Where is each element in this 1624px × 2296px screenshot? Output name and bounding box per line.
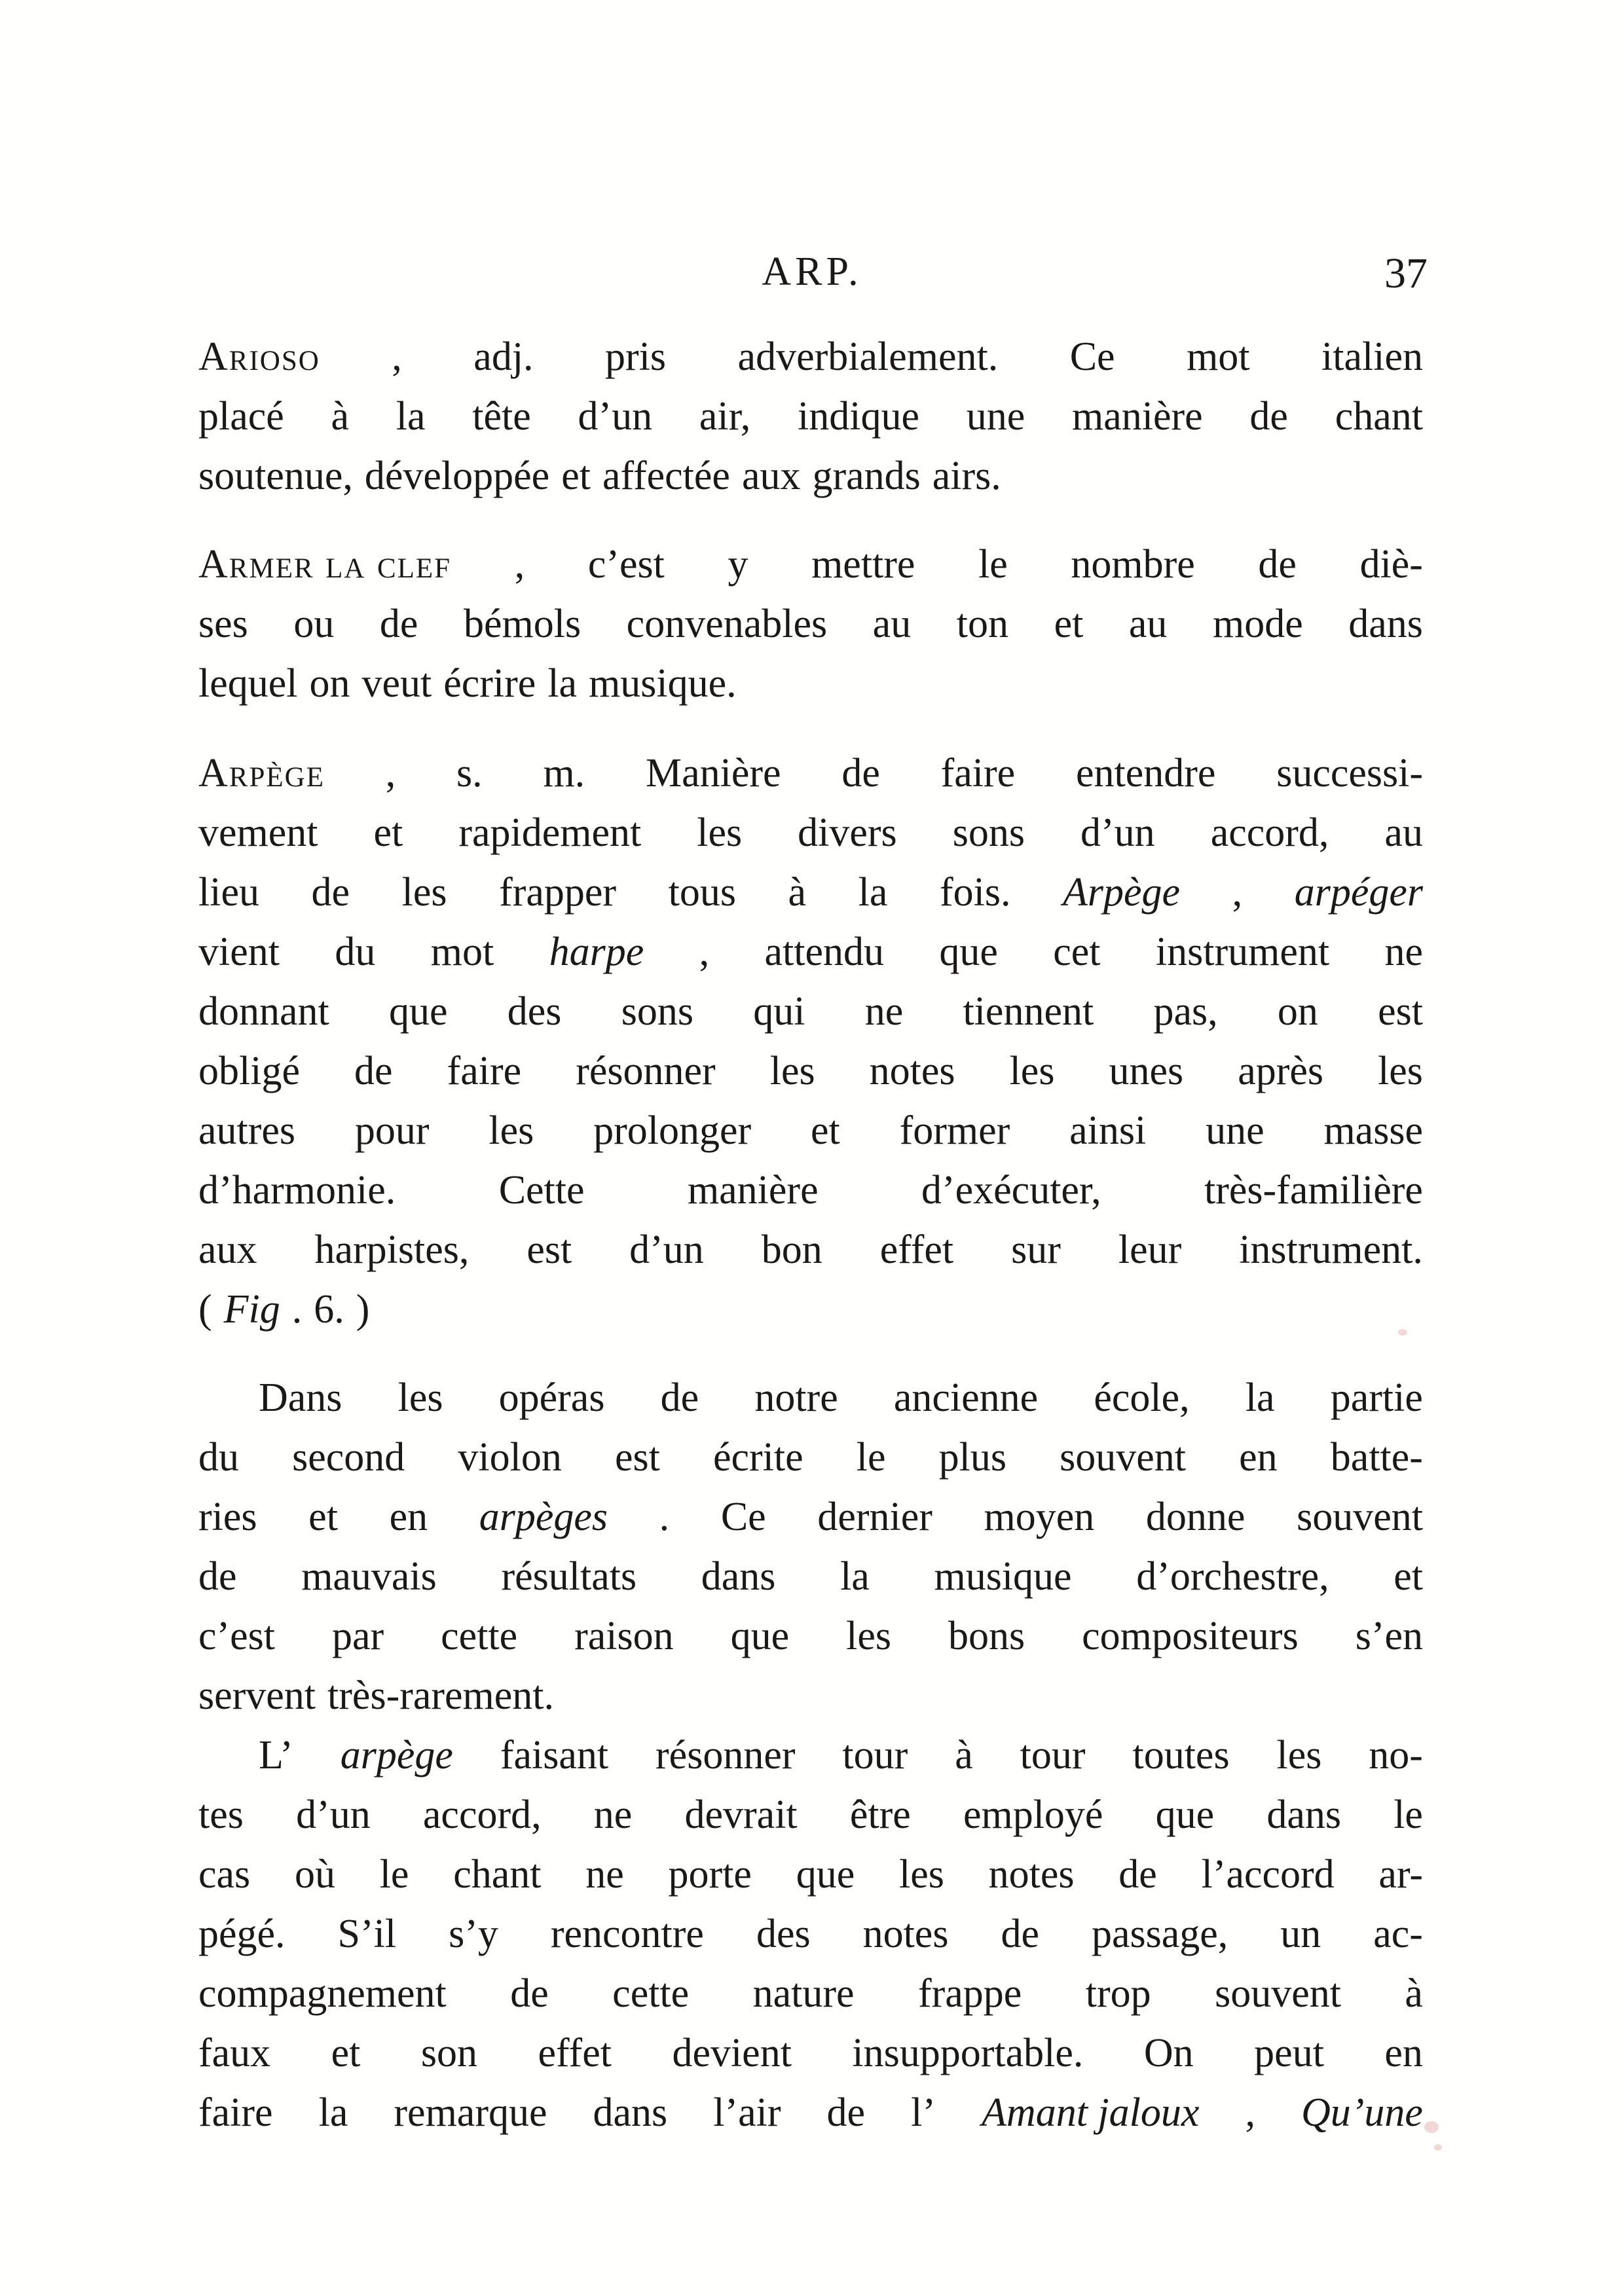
word: les	[697, 811, 743, 855]
word: divers	[798, 811, 897, 855]
word: vient	[198, 930, 280, 974]
page-number: 37	[1384, 249, 1428, 297]
word: adj.	[473, 335, 534, 379]
word: résultats	[501, 1554, 637, 1599]
text-line	[198, 1845, 1423, 1904]
word: ne	[864, 989, 904, 1034]
word: de	[826, 2090, 866, 2135]
word: notes	[862, 1912, 949, 1956]
entry-arioso	[198, 327, 1423, 506]
running-head	[196, 249, 1428, 308]
word: diè-	[1359, 542, 1423, 587]
word: batte-	[1330, 1435, 1423, 1480]
word: que	[389, 989, 448, 1034]
word: fois.	[939, 870, 1011, 915]
word: est	[615, 1435, 660, 1480]
word: accord,	[422, 1793, 542, 1837]
word: et	[561, 454, 591, 498]
word: effet	[538, 2031, 612, 2075]
word: de	[510, 1971, 549, 2016]
word: la	[1245, 1376, 1275, 1420]
word: d’un	[578, 394, 653, 439]
word: d’un	[296, 1793, 371, 1837]
word: placé	[198, 394, 284, 439]
word: dans	[1266, 1793, 1342, 1837]
word: les	[1378, 1049, 1423, 1093]
word: dans	[701, 1554, 776, 1599]
entry-arpege-operas	[198, 1368, 1423, 1726]
word: sons	[621, 989, 693, 1034]
word: attendu	[764, 930, 884, 974]
word: tête	[472, 394, 531, 439]
word: ,	[1245, 2090, 1255, 2135]
word: insupportable.	[852, 2031, 1084, 2075]
italic-term: arpège	[340, 1733, 453, 1777]
word: dernier	[817, 1495, 932, 1539]
word: la	[858, 870, 888, 915]
word: employé	[963, 1793, 1103, 1837]
word: faux	[198, 2031, 271, 2075]
word: chant	[453, 1852, 542, 1897]
word: bémols	[464, 602, 581, 646]
word: à	[331, 394, 350, 439]
word: et	[1054, 602, 1084, 646]
word: peut	[1254, 2031, 1324, 2075]
word: aux	[198, 1228, 257, 1272]
word: en	[1239, 1435, 1278, 1480]
word: que	[730, 1614, 790, 1658]
text-line	[198, 1042, 1423, 1101]
word: ,	[699, 930, 710, 974]
word: passage,	[1091, 1912, 1228, 1956]
word: veut	[361, 661, 432, 706]
word: )	[356, 1287, 370, 1332]
word: dans	[593, 2090, 668, 2135]
word: à	[788, 870, 807, 915]
word: s’en	[1355, 1614, 1423, 1658]
text-line	[198, 2083, 1423, 2143]
word: ne	[1384, 930, 1423, 974]
word: harpistes,	[314, 1228, 470, 1272]
word: un	[1280, 1912, 1321, 1956]
word: successi-	[1276, 751, 1423, 795]
text-line	[198, 1428, 1423, 1487]
text-line	[198, 1964, 1423, 2024]
word: donnant	[198, 989, 329, 1034]
word: souvent	[1215, 1971, 1341, 2016]
italic-term: Arpège	[1063, 870, 1181, 915]
word: opéras	[498, 1376, 605, 1420]
entry-armer-la-clef	[198, 535, 1423, 714]
word: sur	[1011, 1228, 1061, 1272]
word: résonner	[655, 1733, 796, 1777]
word: que	[939, 930, 998, 974]
word: en	[1384, 2031, 1423, 2075]
word: italien	[1321, 335, 1423, 379]
word: cette	[612, 1971, 690, 2016]
word: ,	[392, 335, 402, 379]
word: s.	[456, 751, 483, 795]
word: les	[397, 1376, 443, 1420]
entry-headword: Arpège	[198, 751, 325, 795]
word: no-	[1369, 1733, 1423, 1777]
word: frappe	[917, 1971, 1022, 2016]
word: Ce	[1069, 335, 1115, 379]
word: de	[841, 751, 880, 795]
text-line	[198, 922, 1423, 982]
text-line	[198, 1220, 1423, 1280]
word: du	[335, 930, 376, 974]
word: ac-	[1373, 1912, 1423, 1956]
word: tour	[842, 1733, 908, 1777]
word: ,	[514, 542, 525, 587]
text-line	[198, 982, 1423, 1042]
word: donne	[1145, 1495, 1246, 1539]
word: rapidement	[458, 811, 642, 855]
word: L’	[259, 1733, 293, 1777]
word: affectée	[602, 454, 730, 498]
word: m.	[543, 751, 585, 795]
text-line	[198, 1161, 1423, 1220]
word: souvent	[1297, 1495, 1423, 1539]
word: ses	[198, 602, 248, 646]
word: ries	[198, 1495, 257, 1539]
word: qui	[753, 989, 805, 1034]
word: devient	[672, 2031, 792, 2075]
word: l’air	[713, 2090, 781, 2135]
word: souvent	[1060, 1435, 1187, 1480]
word: (	[198, 1287, 212, 1332]
word: on	[1277, 989, 1318, 1034]
word: écrite	[713, 1435, 803, 1480]
word: on	[309, 661, 350, 706]
word: mot	[430, 930, 494, 974]
word: écrire	[443, 661, 536, 706]
word: la	[318, 2090, 348, 2135]
word: ou	[293, 602, 335, 646]
word: d’exécuter,	[921, 1168, 1101, 1212]
text-line	[198, 803, 1423, 863]
word: les	[846, 1614, 892, 1658]
word: est	[1378, 989, 1423, 1034]
text-line	[198, 1726, 1423, 1785]
word: le	[856, 1435, 886, 1480]
word: lieu	[198, 870, 259, 915]
word: d’harmonie.	[198, 1168, 396, 1212]
word: soutenue,	[198, 454, 353, 498]
paper-stain	[1424, 2121, 1439, 2133]
word: très-familière	[1204, 1168, 1423, 1212]
word: compagnement	[198, 1971, 447, 2016]
entry-arpege-accord	[198, 1726, 1423, 2143]
word: ar-	[1378, 1852, 1423, 1897]
word: vement	[198, 811, 318, 855]
word: partie	[1330, 1376, 1423, 1420]
word: Ce	[720, 1495, 766, 1539]
word: autres	[198, 1108, 296, 1153]
word: ainsi	[1069, 1108, 1147, 1153]
word: grands	[812, 454, 921, 498]
word: les	[769, 1049, 815, 1093]
word: devrait	[684, 1793, 798, 1837]
word: tour	[1020, 1733, 1086, 1777]
word: convenables	[626, 602, 828, 646]
italic-term: Qu’une	[1301, 2090, 1423, 2135]
word: entendre	[1075, 751, 1216, 795]
word: que	[796, 1852, 855, 1897]
word: cet	[1053, 930, 1101, 974]
word: les	[489, 1108, 534, 1153]
word: sons	[952, 811, 1025, 855]
word: au	[872, 602, 912, 646]
word: c’est	[587, 542, 665, 587]
word: résonner	[576, 1049, 716, 1093]
word: On	[1143, 2031, 1194, 2075]
word: faire	[940, 751, 1016, 795]
word: les	[1276, 1733, 1322, 1777]
text-line	[198, 2024, 1423, 2083]
word: pas,	[1153, 989, 1218, 1034]
word: effet	[879, 1228, 954, 1272]
word: au	[1384, 811, 1423, 855]
word: frapper	[499, 870, 617, 915]
word: servent	[198, 1673, 316, 1718]
word: accord,	[1210, 811, 1329, 855]
word: trop	[1085, 1971, 1151, 2016]
word: former	[899, 1108, 1010, 1153]
word: en	[389, 1495, 428, 1539]
text-line	[198, 387, 1423, 446]
word: compositeurs	[1082, 1614, 1299, 1658]
word: notes	[869, 1049, 955, 1093]
entry-headword: Arioso	[198, 335, 320, 379]
word: de	[379, 602, 418, 646]
word: obligé	[198, 1049, 300, 1093]
word: musique	[934, 1554, 1072, 1599]
word: à	[1405, 1971, 1423, 2016]
word: les	[401, 870, 447, 915]
word: nombre	[1071, 542, 1195, 587]
paper-stain	[1434, 2144, 1442, 2151]
word: lequel	[198, 661, 298, 706]
word: ,	[1232, 870, 1243, 915]
word: mauvais	[301, 1554, 437, 1599]
word: ancienne	[893, 1376, 1039, 1420]
word: est	[526, 1228, 572, 1272]
word: unes	[1109, 1049, 1184, 1093]
running-head-title: ARP.	[762, 249, 862, 294]
word: à	[955, 1733, 973, 1777]
text-line	[198, 654, 1423, 714]
word: bons	[948, 1614, 1025, 1658]
word: de	[311, 870, 350, 915]
word: et	[811, 1108, 840, 1153]
word: plus	[938, 1435, 1007, 1480]
word: et	[1393, 1554, 1423, 1599]
word: d’un	[629, 1228, 704, 1272]
word: s’y	[449, 1912, 498, 1956]
word: masse	[1323, 1108, 1423, 1153]
text-line	[198, 1666, 1423, 1726]
text-line	[198, 744, 1423, 803]
word: une	[966, 394, 1025, 439]
word: pris	[605, 335, 667, 379]
word: rencontre	[550, 1912, 704, 1956]
italic-term: arpéger	[1294, 870, 1423, 915]
word: musique.	[589, 661, 737, 706]
word: leur	[1118, 1228, 1182, 1272]
text-line	[198, 1487, 1423, 1547]
word: de	[1249, 394, 1288, 439]
word: .	[291, 1287, 303, 1332]
word: instrument.	[1239, 1228, 1423, 1272]
word: c’est	[198, 1614, 276, 1658]
word: pégé.	[198, 1912, 286, 1956]
word: développée	[364, 454, 550, 498]
word: le	[379, 1852, 409, 1897]
word: S’il	[337, 1912, 397, 1956]
word: adverbialement.	[737, 335, 999, 379]
word: ne	[593, 1793, 633, 1837]
word: indique	[798, 394, 920, 439]
text-line	[198, 1547, 1423, 1607]
entry-headword: Armer la clef	[198, 542, 452, 587]
word: du	[198, 1435, 239, 1480]
word: aux	[741, 454, 801, 498]
word: mode	[1212, 602, 1303, 646]
italic-term: Amant jaloux	[982, 2090, 1200, 2135]
text-line	[198, 594, 1423, 654]
word: ,	[385, 751, 396, 795]
word: mettre	[811, 542, 915, 587]
word: la	[840, 1554, 870, 1599]
word: les	[899, 1852, 944, 1897]
word: raison	[574, 1614, 674, 1658]
word: airs.	[932, 454, 1001, 498]
text-line	[198, 863, 1423, 922]
word: que	[1155, 1793, 1215, 1837]
word: l’accord	[1201, 1852, 1335, 1897]
word: et	[331, 2031, 361, 2075]
word: notre	[754, 1376, 838, 1420]
word: la	[396, 394, 426, 439]
word: .	[659, 1495, 670, 1539]
word: second	[292, 1435, 405, 1480]
text-line	[198, 1904, 1423, 1964]
word: prolonger	[593, 1108, 752, 1153]
word: ton	[956, 602, 1008, 646]
word: des	[507, 989, 562, 1034]
text-line	[198, 1101, 1423, 1161]
italic-term: harpe	[549, 930, 644, 974]
word: par	[332, 1614, 384, 1658]
word: faire	[447, 1049, 522, 1093]
word: l’	[911, 2090, 936, 2135]
body-text	[198, 327, 1423, 2143]
word: où	[294, 1852, 335, 1897]
word: de	[354, 1049, 393, 1093]
word: une	[1206, 1108, 1264, 1153]
entry-arpege	[198, 744, 1423, 1339]
word: de	[1258, 542, 1297, 587]
word: cas	[198, 1852, 251, 1897]
word: dans	[1348, 602, 1423, 646]
text-line	[198, 327, 1423, 387]
word: au	[1128, 602, 1168, 646]
word: des	[756, 1912, 811, 1956]
word: être	[849, 1793, 911, 1837]
word: pour	[354, 1108, 430, 1153]
word: remarque	[394, 2090, 547, 2135]
word: école,	[1094, 1376, 1190, 1420]
word: le	[978, 542, 1008, 587]
text-line	[198, 1368, 1423, 1428]
word: les	[1009, 1049, 1055, 1093]
word: Cette	[498, 1168, 585, 1212]
word: cette	[441, 1614, 518, 1658]
word: manière	[1072, 394, 1203, 439]
word: et	[373, 811, 403, 855]
word: de	[1118, 1852, 1157, 1897]
word: la	[547, 661, 578, 706]
word: son	[420, 2031, 478, 2075]
word: chant	[1335, 394, 1423, 439]
word: tous	[668, 870, 736, 915]
text-line	[198, 1280, 1423, 1339]
word: porte	[668, 1852, 752, 1897]
word: manière	[687, 1168, 819, 1212]
word: moyen	[984, 1495, 1095, 1539]
word: ne	[585, 1852, 624, 1897]
paper-stain	[1398, 1329, 1407, 1336]
word: d’un	[1080, 811, 1155, 855]
word: très-rarement.	[327, 1673, 555, 1718]
word: de	[1001, 1912, 1039, 1956]
word: mot	[1187, 335, 1250, 379]
word: bon	[761, 1228, 822, 1272]
word: d’orchestre,	[1136, 1554, 1329, 1599]
word: faire	[198, 2090, 273, 2135]
word: 6.	[314, 1287, 344, 1332]
text-line	[198, 446, 1423, 506]
text-line	[198, 1785, 1423, 1845]
word: de	[198, 1554, 237, 1599]
word: tes	[198, 1793, 244, 1837]
word: violon	[458, 1435, 562, 1480]
text-line	[198, 1607, 1423, 1666]
word: toutes	[1132, 1733, 1230, 1777]
italic-term: arpèges	[479, 1495, 608, 1539]
word: de	[660, 1376, 699, 1420]
word: et	[308, 1495, 338, 1539]
word: y	[728, 542, 748, 587]
word: tiennent	[963, 989, 1094, 1034]
word: instrument	[1155, 930, 1330, 974]
word: notes	[988, 1852, 1075, 1897]
word: Manière	[645, 751, 781, 795]
italic-term: Fig	[223, 1287, 280, 1332]
text-line	[198, 535, 1423, 594]
word: après	[1238, 1049, 1324, 1093]
word: faisant	[500, 1733, 609, 1777]
word: air,	[699, 394, 751, 439]
word: le	[1393, 1793, 1423, 1837]
word: Dans	[259, 1376, 342, 1420]
word: nature	[752, 1971, 855, 2016]
